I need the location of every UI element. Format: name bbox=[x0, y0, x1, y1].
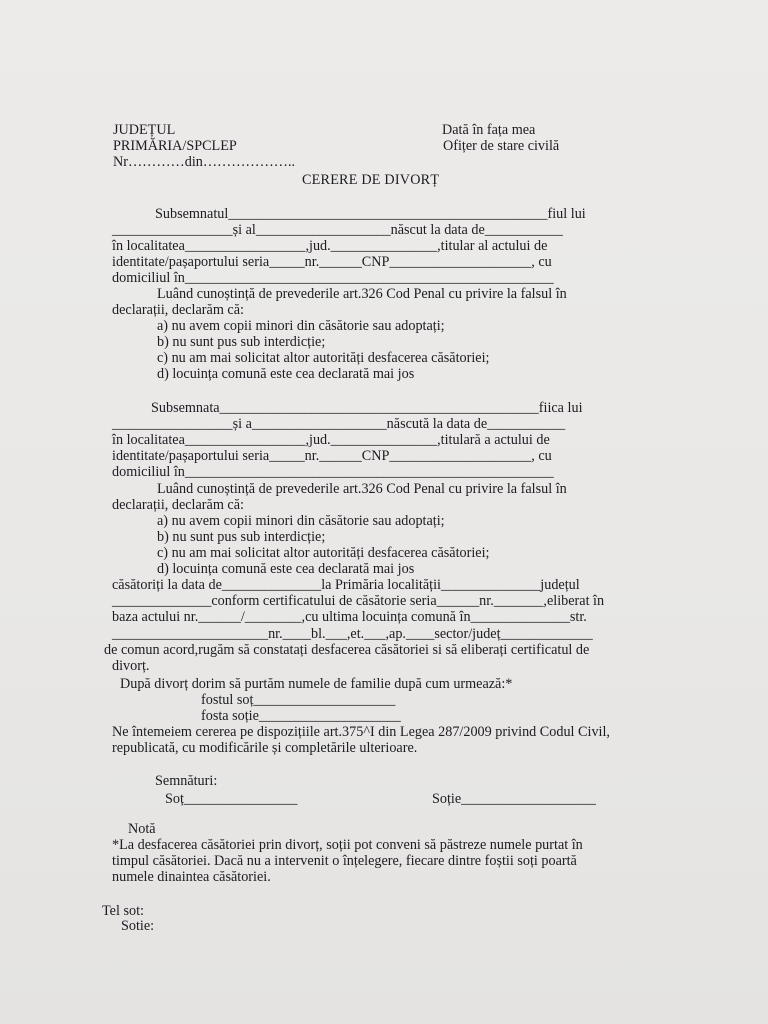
wife-line-3: în localitatea_________________,jud._______________,titulară a actului de bbox=[112, 432, 550, 448]
header-judet: JUDEȚUL bbox=[113, 122, 176, 138]
tel-sot: Tel sot: bbox=[102, 903, 144, 919]
names-fosta-sotie: fosta soție____________________ bbox=[201, 708, 401, 724]
wife-line-1: Subsemnata_____________________________________________fiica lui bbox=[151, 400, 583, 416]
husband-item-b: b) nu sunt pus sub interdicție; bbox=[157, 334, 326, 350]
names-fostul-sot: fostul soț____________________ bbox=[201, 692, 396, 708]
signatures-label: Semnături: bbox=[155, 773, 218, 789]
note-line-3: numele dinaintea căsătoriei. bbox=[112, 869, 271, 885]
wife-line-7: declarații, declarăm că: bbox=[112, 497, 244, 513]
names-intro: După divorț dorim să purtăm numele de familie după cum urmează:* bbox=[120, 676, 513, 692]
header-primaria: PRIMĂRIA/SPCLEP bbox=[113, 138, 237, 154]
husband-item-a: a) nu avem copii minori din căsătorie sau adoptați; bbox=[157, 318, 445, 334]
husband-line-1: Subsemnatul_____________________________________________fiul lui bbox=[155, 206, 586, 222]
wife-item-d: d) locuința comună este cea declarată mai jos bbox=[157, 561, 415, 577]
note-title: Notă bbox=[128, 821, 156, 837]
signature-sot: Soț________________ bbox=[165, 791, 298, 807]
wife-item-a: a) nu avem copii minori din căsătorie sau adoptați; bbox=[157, 513, 445, 529]
signature-sotie: Soție___________________ bbox=[432, 791, 596, 807]
marriage-line-6: divorț. bbox=[112, 658, 150, 674]
marriage-line-3: baza actului nr.______/________,cu ultima locuința comună în______________str. bbox=[112, 609, 587, 625]
wife-line-5: domiciliul în____________________________________________________ bbox=[112, 464, 554, 480]
husband-line-4: identitate/pașaportului seria_____nr.______CNP____________________, cu bbox=[112, 254, 552, 270]
husband-line-7: declarații, declarăm că: bbox=[112, 302, 244, 318]
wife-line-4: identitate/pașaportului seria_____nr.______CNP____________________, cu bbox=[112, 448, 552, 464]
wife-line-2: _________________și a___________________născută la data de___________ bbox=[112, 416, 566, 432]
husband-line-3: în localitatea_________________,jud._______________,titular al actului de bbox=[112, 238, 548, 254]
marriage-line-4: ______________________nr.____bl.___,et.___,ap.____sector/județ_____________ bbox=[112, 626, 593, 642]
note-line-2: timpul căsătoriei. Dacă nu a intervenit o înțelegere, fiecare dintre foștii soți poartă bbox=[112, 853, 577, 869]
husband-item-c: c) nu am mai solicitat altor autorități desfacerea căsătoriei; bbox=[157, 350, 490, 366]
document-title: CERERE DE DIVORȚ bbox=[302, 172, 440, 188]
header-nr-din: Nr…………din……………….. bbox=[113, 154, 296, 170]
marriage-line-1: căsătoriți la data de______________la Primăria localității______________județul bbox=[112, 577, 580, 593]
header-data-fata: Dată în fața mea bbox=[442, 122, 536, 138]
husband-line-5: domiciliul în____________________________________________________ bbox=[112, 270, 554, 286]
wife-item-b: b) nu sunt pus sub interdicție; bbox=[157, 529, 326, 545]
wife-line-6: Luând cunoștință de prevederile art.326 Cod Penal cu privire la falsul în bbox=[157, 481, 567, 497]
tel-sotie: Sotie: bbox=[121, 918, 155, 934]
wife-item-c: c) nu am mai solicitat altor autorități desfacerea căsătoriei; bbox=[157, 545, 490, 561]
marriage-line-5: de comun acord,rugăm să constatați desfacerea căsătoriei si să eliberați certificatul de bbox=[104, 642, 590, 658]
husband-item-d: d) locuința comună este cea declarată mai jos bbox=[157, 366, 415, 382]
marriage-line-2: ______________conform certificatului de căsătorie seria______nr._______,eliberat în bbox=[112, 593, 605, 609]
husband-line-6: Luând cunoștință de prevederile art.326 Cod Penal cu privire la falsul în bbox=[157, 286, 567, 302]
husband-line-2: _________________și al___________________născut la data de___________ bbox=[112, 222, 563, 238]
legal-line-1: Ne întemeiem cererea pe dispozițiile art.375^I din Legea 287/2009 privind Codul Civil, bbox=[112, 724, 610, 740]
note-line-1: *La desfacerea căsătoriei prin divorț, soții pot conveni să păstreze numele purtat în bbox=[112, 837, 583, 853]
legal-line-2: republicată, cu modificările și completările ulterioare. bbox=[112, 740, 418, 756]
header-ofiter: Ofițer de stare civilă bbox=[443, 138, 560, 154]
